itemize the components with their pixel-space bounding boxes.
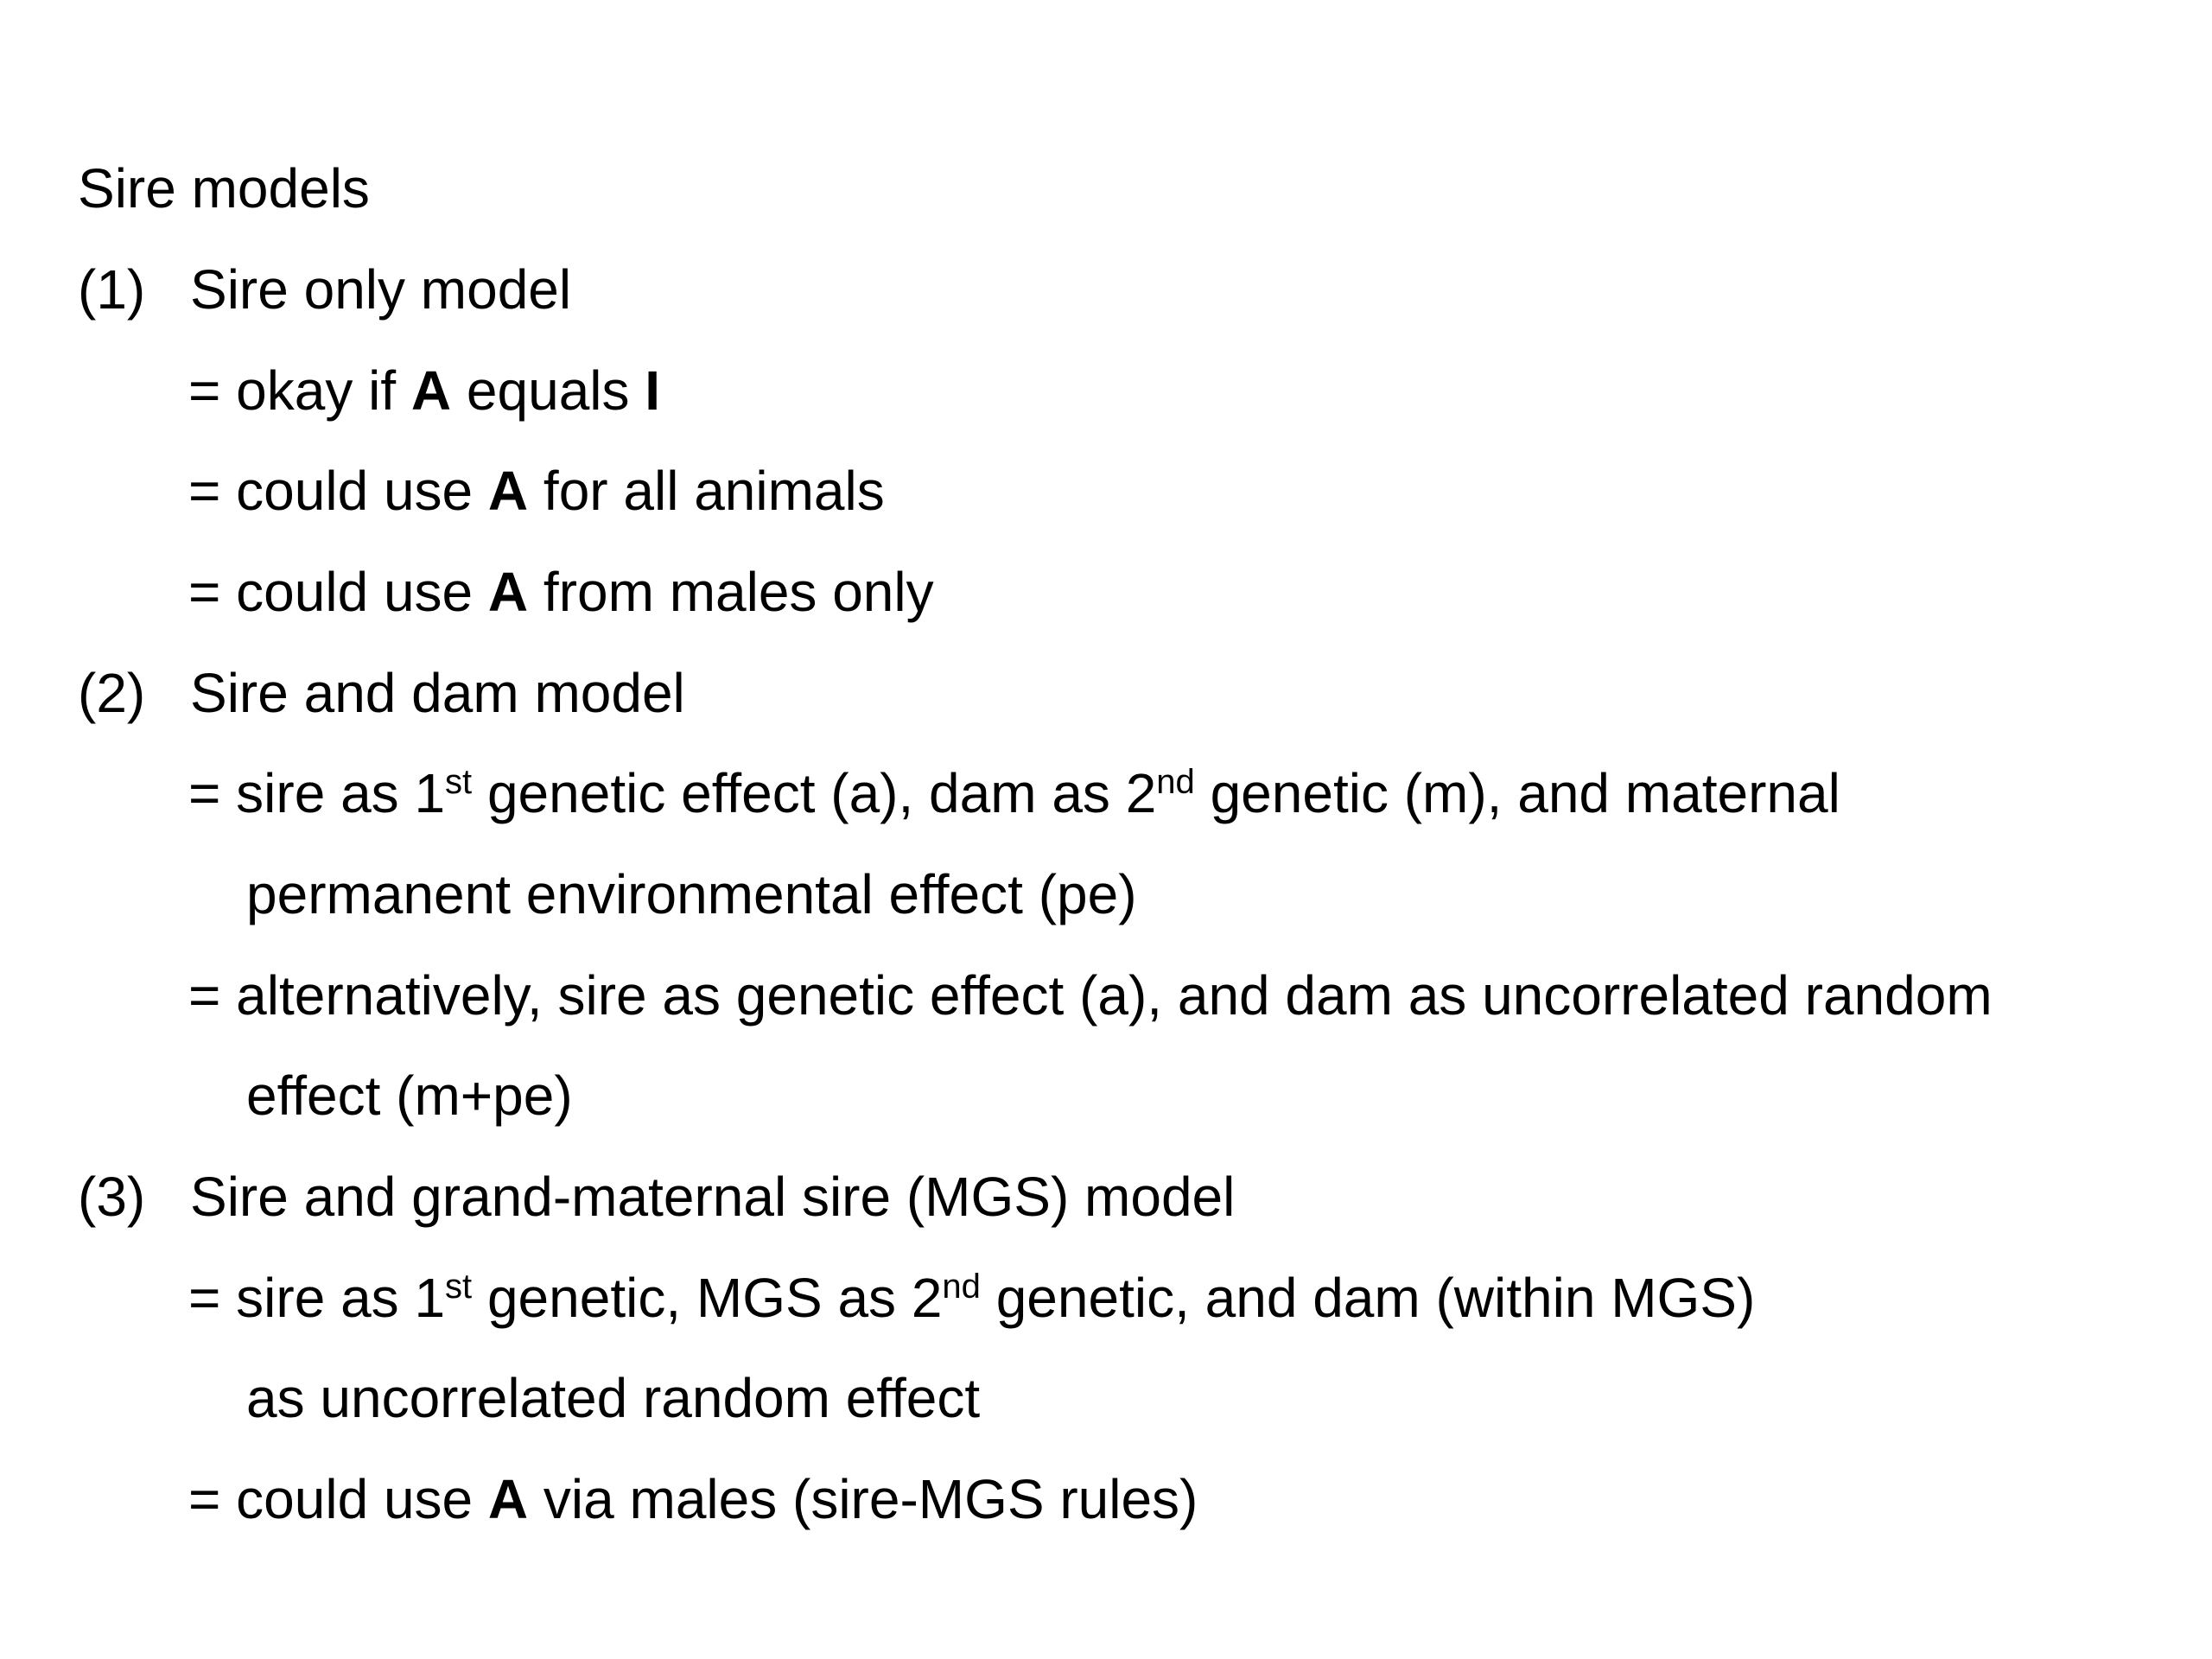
item-2-point-2 [188,961,1993,1030]
slide-title [78,154,370,223]
item-2-point-1 [188,759,1840,828]
item-3-point-1-text-3: genetic, and dam (within MGS) [980,1267,1756,1329]
item-3-point-1 [188,1263,1755,1332]
item-3-point-2-text-2: via males (sire-MGS rules) [528,1468,1198,1530]
item-2-number: (2) [78,662,146,724]
item-2-point-1-sup-nd: nd [1156,763,1195,801]
item-2-point-2-cont-text: effect (m+pe) [246,1065,573,1127]
item-3-point-2 [188,1465,1198,1534]
item-1-point-2-text-2: for all animals [528,460,885,522]
item-1-point-2-bold-a: A [487,460,529,522]
item-1-point-1-bold-i: I [645,359,661,422]
item-2-point-1-continuation [246,860,1137,929]
item-3-point-1-sup-st: st [445,1268,473,1306]
item-3-number: (3) [78,1166,146,1228]
title-text: Sire models [78,157,370,219]
item-1-point-1-text-2: equals [451,359,645,422]
item-3-point-1-sup-nd: nd [942,1268,981,1306]
item-2-point-1-cont-text: permanent environmental effect (pe) [246,863,1137,925]
item-1-point-2-text: = could use [188,460,488,522]
item-2-point-1-text: = sire as 1 [188,762,446,824]
item-1-point-1-text: = okay if [188,359,411,422]
item-2-point-1-text-3: genetic (m), and maternal [1194,762,1840,824]
item-3-heading: Sire and grand-maternal sire (MGS) model [190,1166,1236,1228]
item-3-point-1-continuation [246,1363,980,1433]
item-2-point-2-continuation [246,1061,573,1130]
item-1-number: (1) [78,258,146,321]
item-1-point-3 [188,557,934,626]
item-1-point-3-text: = could use [188,561,488,623]
item-2-point-2-text: = alternatively, sire as genetic effect (a), and dam as uncorrelated random [188,964,1993,1027]
item-2-point-1-sup-st: st [445,763,473,801]
item-2-heading: Sire and dam model [190,662,685,724]
item-2-point-1-text-2: genetic effect (a), dam as 2 [472,762,1157,824]
item-3-point-2-bold-a: A [487,1468,529,1530]
item-3-point-1-cont-text: as uncorrelated random effect [246,1367,981,1429]
item-1-point-3-bold-a: A [487,561,529,623]
item-1-point-1-bold-a: A [410,359,452,422]
item-3-point-1-text: = sire as 1 [188,1267,446,1329]
item-1-point-2 [188,456,885,525]
item-1-heading: Sire only model [190,258,572,321]
item-3-point-1-text-2: genetic, MGS as 2 [472,1267,943,1329]
item-1-point-3-text-2: from males only [528,561,934,623]
item-3-point-2-text: = could use [188,1468,488,1530]
item-1-point-1 [188,356,660,425]
